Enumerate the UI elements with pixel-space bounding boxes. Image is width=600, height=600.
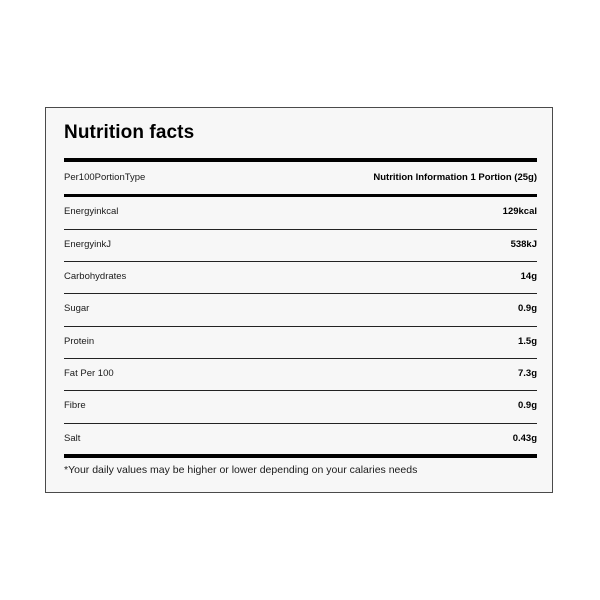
nutrient-row-fat	[64, 368, 537, 379]
panel-title: Nutrition facts	[64, 122, 195, 143]
nutrient-row-fibre	[64, 400, 537, 411]
nutrient-label: Fibre	[64, 400, 86, 411]
header-row	[64, 172, 537, 183]
row-divider	[64, 358, 537, 359]
row-divider	[64, 326, 537, 327]
nutrient-value: 14g	[520, 271, 537, 282]
nutrition-facts-panel	[45, 107, 553, 493]
row-divider	[64, 390, 537, 391]
row-divider	[64, 261, 537, 262]
nutrient-row-carbohydrates	[64, 271, 537, 282]
row-divider	[64, 293, 537, 294]
nutrient-value: 129kcal	[502, 206, 537, 217]
nutrient-label: Fat Per 100	[64, 368, 114, 379]
nutrient-value: 538kJ	[510, 239, 537, 250]
nutrient-label: Protein	[64, 336, 95, 347]
nutrient-row-energy-kcal	[64, 206, 537, 217]
nutrient-label: EnergyinkJ	[64, 239, 111, 250]
nutrient-row-protein	[64, 336, 537, 347]
nutrient-label: Carbohydrates	[64, 271, 127, 282]
nutrient-value: 0.9g	[517, 400, 537, 411]
footnote: *Your daily values may be higher or lower depending on your calaries needs	[64, 464, 418, 476]
nutrient-label: Sugar	[64, 303, 90, 314]
header-divider	[64, 194, 537, 197]
top-divider	[64, 158, 537, 162]
header-value: Nutrition Information 1 Portion (25g)	[373, 172, 537, 183]
nutrient-value: 0.9g	[517, 303, 537, 314]
nutrient-value: 0.43g	[512, 433, 537, 444]
nutrient-value: 1.5g	[517, 336, 537, 347]
header-label: Per100PortionType	[64, 172, 146, 183]
nutrient-label: Energyinkcal	[64, 206, 119, 217]
nutrient-label: Salt	[64, 433, 81, 444]
nutrient-row-energy-kj	[64, 239, 537, 250]
nutrient-value: 7.3g	[517, 368, 537, 379]
bottom-divider	[64, 454, 537, 458]
nutrient-row-sugar	[64, 303, 537, 314]
nutrient-row-salt	[64, 433, 537, 444]
row-divider	[64, 229, 537, 230]
row-divider	[64, 423, 537, 424]
